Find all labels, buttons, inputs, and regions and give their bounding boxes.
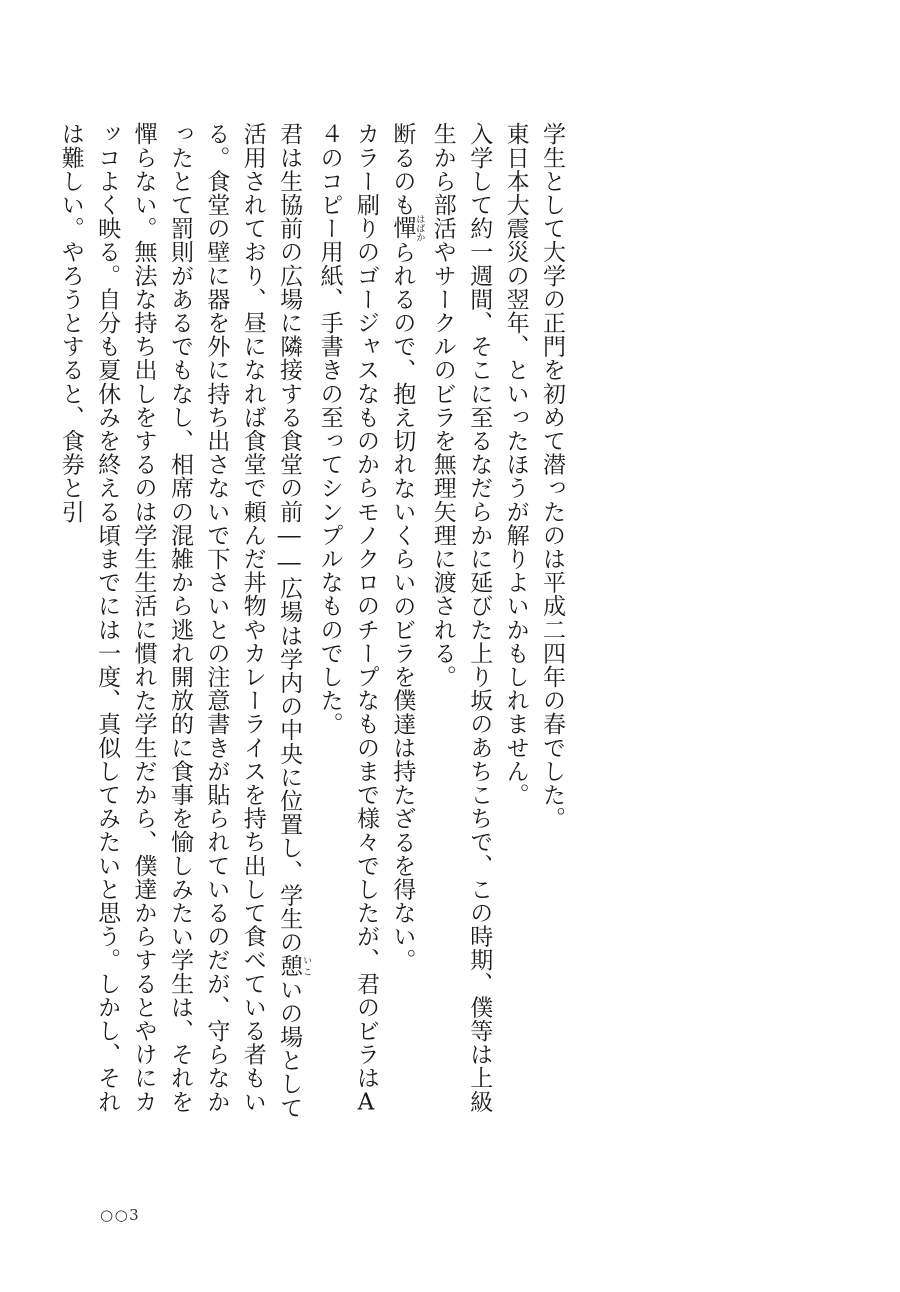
paragraph (311, 122, 384, 1122)
paragraph (497, 122, 533, 1122)
paragraph (52, 122, 311, 1122)
text-run: カラー刷りのゴージャスなものからモノクロのチープなものまで様々でしたが、君のビラはA４のコピー用紙、手書きの至ってシンプルなものでした。 (316, 122, 379, 1117)
ruby-reading: いこ (301, 954, 312, 978)
body-text (52, 122, 570, 1122)
paragraph (534, 122, 570, 1122)
text-run: 入学して約一週間、そこに至るなだらかに延びた上り坂のあちこちで、この時期、僕等は上級生から部活やサークルのビラを無理矢理に渡される。 (429, 122, 493, 1114)
ruby-annotation (276, 954, 312, 978)
ruby-base: 憚 (389, 214, 416, 242)
text-run: 学生として大学の正門を初めて潜ったのは平成二四年の春でした。 (539, 122, 565, 830)
ruby-base: 憩 (276, 954, 303, 978)
text-run: 君は生協前の広場に隣接する食堂の前――広場は学内の中央に位置し、学生の (276, 122, 303, 954)
ruby-annotation (389, 214, 425, 242)
text-run: られるので、抱え切れないくらいのビラを僕達は持たざるを得ない。 (389, 240, 416, 972)
paragraph (424, 122, 497, 1122)
text-run: 断るのも (389, 122, 416, 217)
text-run: 東日本大震災の翌年、といったほうが解りよいかもしれません。 (502, 122, 529, 807)
text-run: いの場として活用されており、昼になれば食堂で頼んだ丼物やカレーライスを持ち出して食べている者もいる。食堂の壁に器を外に持ち出さないで下さいとの注意書きが貼られているのだが、守らなかったとて罰則があるでもなし、相席の混雑から逃れ開放的に食事を愉しみたい学生は、それを憚らない。無法な持ち出しをするのは学生生活に慣れた学生だから、僕達からするとやけにカッコよく映る。自分も夏休みを終える頃までには一度、真似してみたいと思う。しかし、それは難しい。やろうとすると、食券と引 (57, 122, 303, 1120)
paragraph (384, 122, 424, 1122)
page-number: ○○3 (100, 1206, 141, 1224)
ruby-reading: はばか (414, 214, 425, 242)
